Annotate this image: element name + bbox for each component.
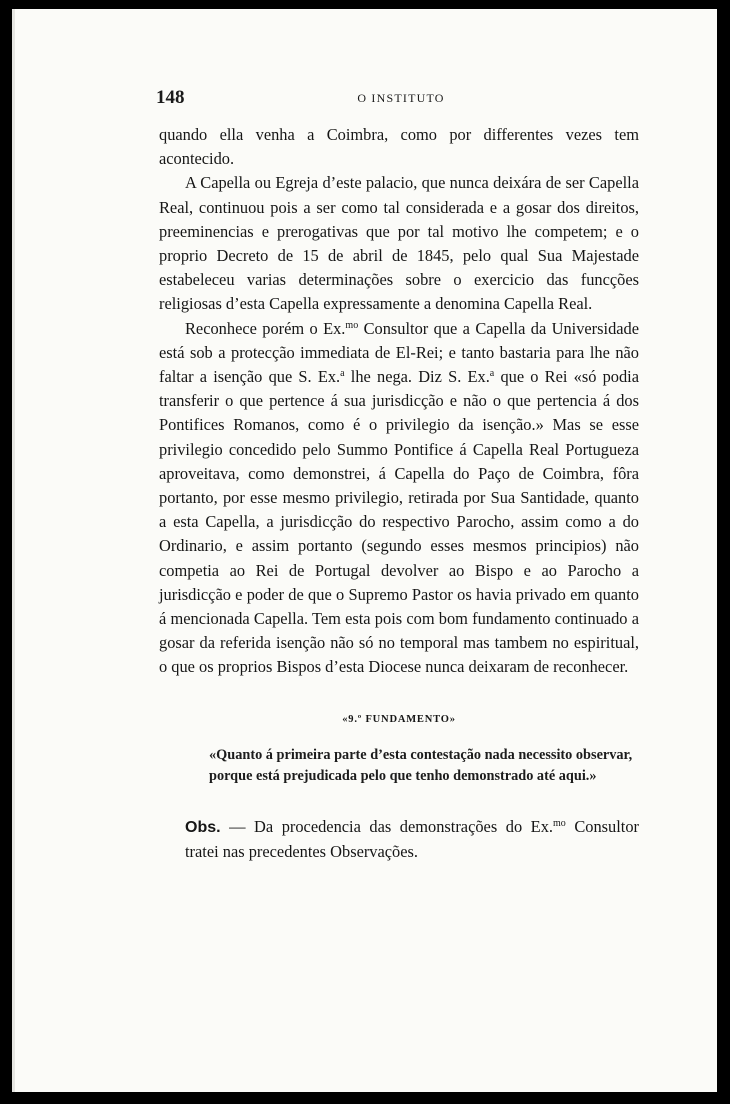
paragraph-continuation: quando ella venha a Coimbra, como por differentes vezes tem acontecido. [159,125,639,169]
obs-text-part-1: — Da procedencia das demonstrações do Ex. [220,816,553,836]
paragraph-reconhece-part-3: lhe nega. Diz S. Ex. [344,367,490,387]
section-heading: «9.º FUNDAMENTO» [342,713,456,725]
superscript-a: a [489,368,495,380]
book-page [12,9,717,1092]
paragraph-reconhece-part-4: que o Rei «só podia transferir o que pertence á sua jurisdicção e não o que pertencia á dos Pontifices Romanos, como é o privilegio da isenção.» Mas se esse privilegio concedido pelo Summo Pontifice á Capella Real Portugueza aproveitava, como demonstrei, á Capella do Paço de Coimbra, fôra portanto, por esse mesmo privilegio, retirada por Sua Santidade, quanto a esta Capella, a jurisdicção do respectivo Parocho, assim como a do Ordinario, e assim portanto (segundo esses mesmos principios) não competia ao Rei de Portugal devolver ao Bispo e ao Parocho a jurisdicção e poder de que o Supremo Pastor os havia privado em quanto á mencionada Capella. Tem esta pois com bom fundamento continuado a gosar da referida isenção não só no temporal mas tambem no espiritual, o que os proprios Bispos d’esta Diocese nunca deixaram de reconhecer. [159,367,640,677]
running-title: O INSTITUTO [357,91,445,105]
quote-line-2: porque está prejudicada pelo que tenho demonstrado até aqui.» [209,767,597,784]
page-body [159,123,639,864]
obs-text-part-2: Consultor tratei nas precedentes Observações. [185,816,639,861]
block-quote [159,745,639,787]
paragraph-reconhece-part-1: Reconhece porém o Ex. [185,318,346,338]
paragraph-reconhece-part-2: Consultor que a Capella da Universidade está sob a protecção immediata de El-Rei; e tanto bastaria para lhe não faltar a isenção que S. Ex. [159,318,640,387]
page-header [156,87,646,109]
observation-paragraph [159,815,639,864]
paragraph-capella-real: A Capella ou Egreja d’este palacio, que nunca deixára de ser Capella Real, continuou pois a ser como tal considerada e a gosar dos direitos, preeminencias e prerogativas que por tal motivo lhe competem; e o proprio Decreto de 15 de abril de 1845, pelo qual Sua Majestade estabeleceu varias determinações sobre o exercicio das funcções religiosas d’esta Capella expressamente a denomina Capella Real. [159,173,639,314]
page-number: 148 [156,87,185,108]
superscript-mo: mo [345,319,359,331]
page-edge-shadow [12,9,15,1092]
superscript-mo: mo [553,817,566,829]
obs-label: Obs. [185,818,221,836]
quote-line-1: «Quanto á primeira parte d’esta contestação nada necessito observar, [209,746,633,763]
superscript-a: a [340,368,345,380]
paragraph-reconhece [159,317,639,680]
